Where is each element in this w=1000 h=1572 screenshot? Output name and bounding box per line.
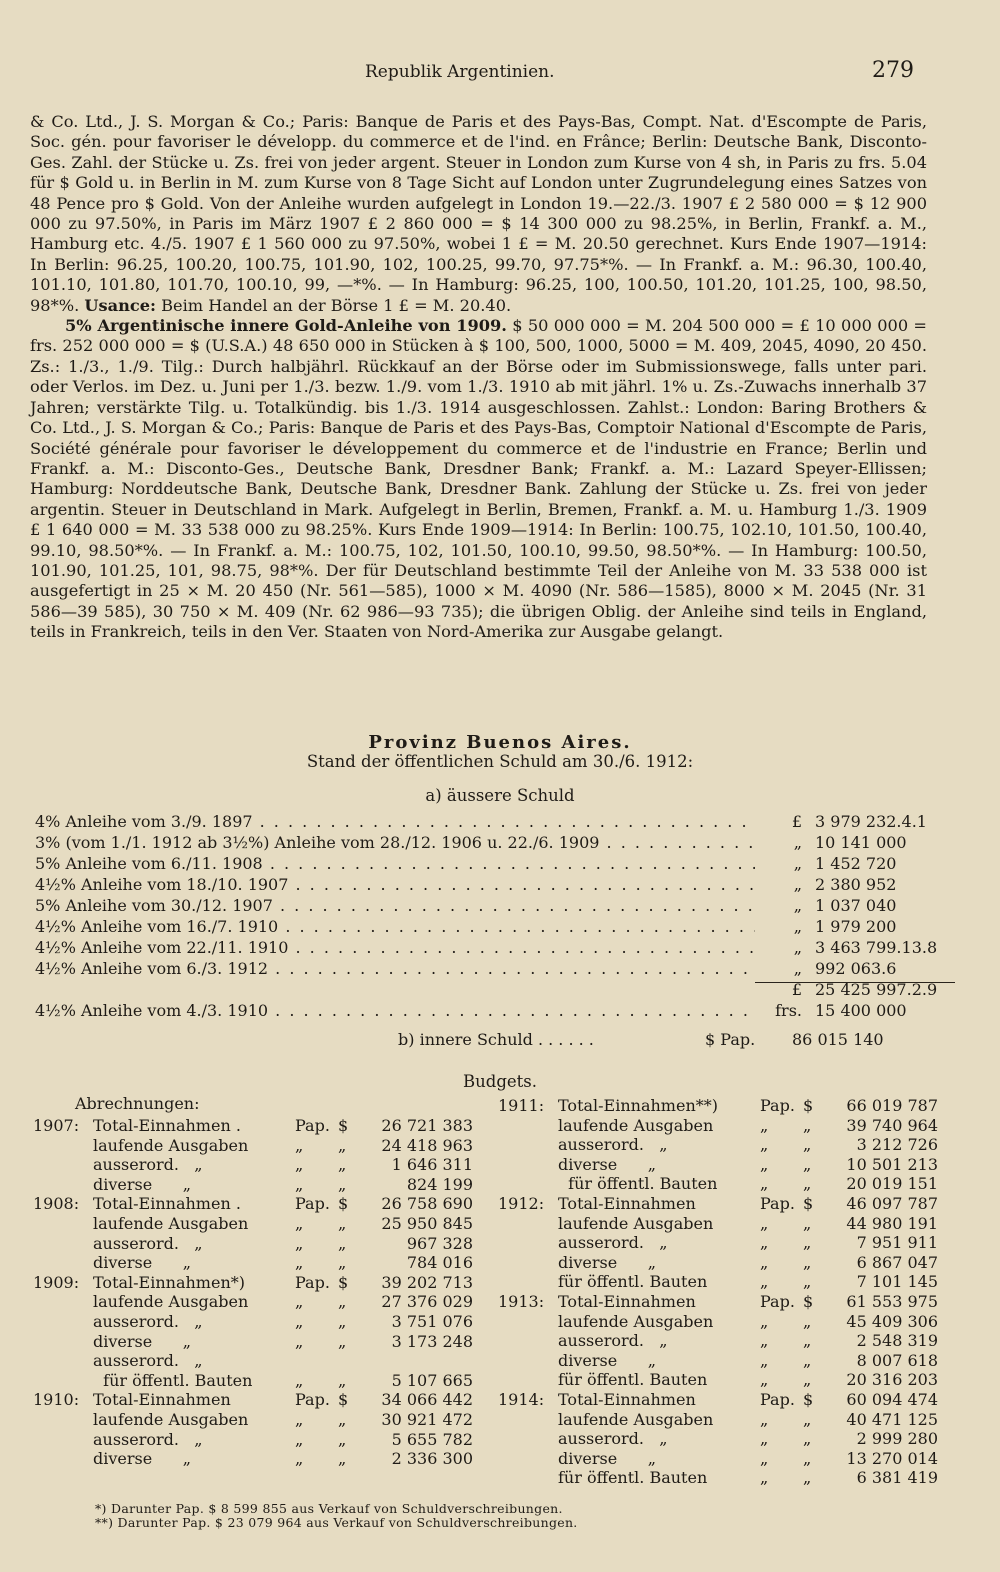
budget-currency-symbol: „ (803, 1370, 812, 1390)
budget-amount: 26 758 690 (381, 1194, 473, 1214)
budget-row (33, 1449, 473, 1469)
budget-label: Total-Einnahmen (93, 1390, 231, 1410)
budget-currency-symbol: „ (803, 1174, 812, 1194)
budget-row (498, 1370, 938, 1390)
budget-row (498, 1390, 938, 1410)
budget-currency: „ (760, 1429, 769, 1449)
debt-label: 4½% Anleihe vom 18./10. 1907 . . . (35, 875, 755, 894)
budget-label: laufende Ausgaben (93, 1292, 249, 1312)
budget-label: diverse „ (93, 1174, 191, 1194)
footnote-1: *) Darunter Pap. $ 8 599 855 aus Verkauf von Schuldverschreibungen. (95, 1501, 563, 1516)
debt-row (35, 833, 935, 854)
budget-label: laufende Ausgaben (558, 1213, 714, 1233)
internal-debt-amount: 86 015 140 (792, 1030, 884, 1049)
budget-currency: „ (295, 1409, 304, 1429)
budget-label: diverse „ (93, 1253, 191, 1273)
budget-row (498, 1449, 938, 1469)
debt-amount: 1 452 720 (815, 854, 897, 873)
budget-currency: „ (760, 1135, 769, 1155)
budget-row (33, 1292, 473, 1312)
budget-row (498, 1233, 938, 1253)
budget-label: diverse „ (558, 1154, 656, 1174)
budget-currency-symbol: „ (803, 1448, 812, 1468)
budget-currency-symbol: „ (338, 1135, 347, 1155)
page-number: 279 (872, 58, 914, 83)
budget-row (33, 1194, 473, 1214)
budget-amount: 20 019 151 (846, 1174, 938, 1194)
budget-amount: 25 950 845 (381, 1213, 473, 1233)
budget-currency: „ (760, 1311, 769, 1331)
budget-label: ausserord. „ (93, 1233, 203, 1253)
budget-label: Total-Einnahmen . (93, 1194, 241, 1214)
budget-label: Total-Einnahmen (558, 1193, 696, 1213)
budget-amount: 7 951 911 (856, 1233, 938, 1253)
budget-label: diverse „ (93, 1331, 191, 1351)
budget-currency-symbol: „ (803, 1115, 812, 1135)
budget-amount: 3 212 726 (856, 1135, 938, 1155)
budget-label: Total-Einnahmen (558, 1291, 696, 1311)
budget-label: ausserord. „ (93, 1155, 203, 1175)
budget-currency-symbol: „ (338, 1213, 347, 1233)
debt-label: 5% Anleihe vom 6./11. 1908 . . . (35, 854, 755, 873)
debt-label: 4½% Anleihe vom 16./7. 1910 . . . (35, 917, 755, 936)
budget-currency-symbol: $ (338, 1390, 349, 1410)
budget-currency-symbol: $ (803, 1193, 814, 1213)
budget-row (33, 1332, 473, 1352)
debt-currency: „ (793, 875, 802, 894)
budget-currency-symbol: „ (803, 1252, 812, 1272)
budget-currency: „ (295, 1449, 304, 1469)
budget-row (33, 1273, 473, 1293)
paragraph-gold-loan-1909: 5% Argentinische innere Gold-Anleihe von 1909. $ 50 000 000 = M. 204 500 000 = £ 10 000 000 = frs. 252 000 000 = $ (U.S.A.) 48 650 000 in Stücken à $ 100, 500, 1000, 5000 = M. 409, 2045, 4090, 20 450. Zs.: 1./3., 1./9. Tilg.: Durch halbjährl. Rückkauf an der Börse oder im Submissionswege, falls unter pari. oder Verlos. im Dez. u. Juni per 1./3. bezw. 1./9. vom 1./3. 1910 ab mit jährl. 1% u. Zs.-Zuwachs innerhalb 37 Jahren; verstärkte Tilg. u. Totalkündig. bis 1./3. 1914 ausgeschlossen. Zahlst.: London: Baring Brothers & Co. Ltd., J. S. Morgan & Co.; Paris: Banque de Paris et des Pays-Bas, Comptoir National d'Escompte de Paris, Société générale pour favoriser le développement du commerce et de l'industrie en France; Berlin und Frankf. a. M.: Disconto-Ges., Deutsche Bank, Dresdner Bank; Frankf. a. M.: Lazard Speyer-Ellissen; Hamburg: Norddeutsche Bank, Deutsche Bank, Dresdner Bank. Zahlung der Stücke u. Zs. frei von jeder argentin. Steuer in Deutschland in Mark. Aufgelegt in Berlin, Bremen, Frankf. a. M. u. Hamburg 1./3. 1909 £ 1 640 000 = M. 33 538 000 zu 98.25%. Kurs Ende 1909—1914: In Berlin: 100.75, 102.10, 101.50, 100.40, 99.10, 98.50*%. — In Frankf. a. M.: 100.75, 102, 101.50, 100.10, 99.50, 98.50*%. — In Hamburg: 100.50, 101.90, 101.25, 101, 98.75, 98*%. Der für Deutschland bestimmte Teil der Anleihe von M. 33 538 000 ist ausgefertigt in 25 × M. 20 450 (Nr. 561—585), 1000 × M. 4090 (Nr. 586—1585), 8000 × M. 2045 (Nr. 31 586—39 585), 30 750 × M. 409 (Nr. 62 986—93 735); die übrigen Oblig. der Anleihe sind teils in England, teils in Frankreich, teils in den Ver. Staaten von Nord-Amerika zur Ausgabe gelangt. (30, 316, 927, 642)
budget-amount: 39 202 713 (381, 1272, 473, 1292)
debt-amount: 1 979 200 (815, 917, 897, 936)
budget-row (498, 1468, 938, 1488)
budget-row (33, 1175, 473, 1195)
budget-row (33, 1351, 473, 1371)
paragraph-gold-loan-1907: & Co. Ltd., J. S. Morgan & Co.; Paris: Banque de Paris et des Pays-Bas, Compt. Nat. d'Escompte de Paris, Soc. gén. pour favoriser le développ. du commerce et de l'ind. en Frânce; Berlin: Deutsche Bank, Disconto-Ges. Zahl. der Stücke u. Zs. frei von jeder argent. Steuer in London zum Kurse von 4 sh, in Paris zu frs. 5.04 für $ Gold u. in Berlin in M. zum Kurse von 8 Tage Sicht auf London unter Zugrundelegung eines Satzes von 48 Pence pro $ Gold. Von der Anleihe wurden aufgelegt in London 19.—22./3. 1907 £ 2 580 000 = $ 12 900 000 zu 97.50%, in Paris im März 1907 £ 2 860 000 = $ 14 300 000 zu 98.25%, in Berlin, Frankf. a. M., Hamburg etc. 4./5. 1907 £ 1 560 000 zu 97.50%, wobei 1 £ = M. 20.50 gerechnet. Kurs Ende 1907—1914: In Berlin: 96.25, 100.20, 100.75, 101.90, 102, 100.25, 99.70, 97.75*%. — In Frankf. a. M.: 96.30, 100.40, 101.10, 101.80, 101.70, 100.10, 99, —*%. — In Hamburg: 96.25, 100, 100.50, 101.20, 101.25, 100, 98.50, 98*%. Usance: Beim Handel an der Börse 1 £ = M. 20.40. (30, 112, 927, 315)
budget-currency-symbol: „ (803, 1135, 812, 1155)
budget-row (498, 1410, 938, 1430)
budget-currency: Pap. (760, 1291, 795, 1311)
budget-currency: „ (760, 1115, 769, 1135)
budget-currency-symbol: „ (338, 1429, 347, 1449)
debt-total-currency: £ (791, 980, 802, 999)
budget-currency: „ (760, 1272, 769, 1292)
budget-currency: „ (295, 1292, 304, 1312)
budget-year: 1912: (498, 1193, 545, 1213)
budget-amount: 61 553 975 (846, 1291, 938, 1311)
debt-row (35, 959, 935, 980)
budget-currency-symbol: „ (803, 1154, 812, 1174)
budget-amount: 46 097 787 (846, 1193, 938, 1213)
debt-amount: 992 063.6 (815, 959, 897, 978)
budget-currency-symbol: „ (338, 1311, 347, 1331)
budget-amount: 5 107 665 (391, 1370, 473, 1390)
budget-amount: 7 101 145 (856, 1272, 938, 1292)
budget-currency: Pap. (295, 1194, 330, 1214)
budget-amount: 8 007 618 (856, 1350, 938, 1370)
budget-amount: 10 501 213 (846, 1154, 938, 1174)
budget-amount: 66 019 787 (846, 1096, 938, 1115)
loan-1909-heading: 5% Argentinische innere Gold-Anleihe von 1909. (65, 316, 507, 336)
debt-row (35, 854, 935, 875)
debt-amount: 3 979 232.4.1 (815, 812, 927, 831)
budget-currency-symbol: „ (803, 1233, 812, 1253)
debt-row (35, 875, 935, 896)
budget-label: Total-Einnahmen**) (558, 1096, 718, 1115)
budget-year: 1910: (33, 1390, 80, 1410)
budget-currency-symbol: „ (803, 1429, 812, 1449)
budget-label: ausserord. „ (558, 1233, 668, 1253)
debt-currency: „ (793, 854, 802, 873)
budget-amount: 40 471 125 (846, 1409, 938, 1429)
budget-currency: „ (295, 1331, 304, 1351)
budget-currency-symbol: „ (803, 1331, 812, 1351)
debt-label: 4% Anleihe vom 3./9. 1897 . . . (35, 812, 755, 831)
budget-amount: 26 721 383 (381, 1116, 473, 1135)
budget-currency-symbol: „ (803, 1409, 812, 1429)
budget-row (33, 1155, 473, 1175)
budget-label: für öffentl. Bauten (558, 1272, 708, 1292)
budget-amount: 20 316 203 (846, 1370, 938, 1390)
internal-debt-label: b) innere Schuld . . . . . . (398, 1030, 594, 1049)
budget-amount: 39 740 964 (846, 1115, 938, 1135)
budget-row (498, 1155, 938, 1175)
budget-label: ausserord. „ (93, 1311, 203, 1331)
budget-year: 1913: (498, 1291, 545, 1311)
body-text (30, 112, 927, 643)
budget-currency-symbol: „ (338, 1292, 347, 1312)
budget-label: ausserord. „ (558, 1331, 668, 1351)
budget-row (33, 1312, 473, 1332)
debt-label: 4½% Anleihe vom 4./3. 1910 . . . (35, 1001, 755, 1020)
debt-label: 5% Anleihe vom 30./12. 1907 . . . (35, 896, 755, 915)
budget-currency: „ (760, 1448, 769, 1468)
budget-currency: „ (295, 1253, 304, 1273)
budget-currency: „ (295, 1155, 304, 1175)
budget-currency: „ (295, 1213, 304, 1233)
budget-currency-symbol: „ (338, 1370, 347, 1390)
budget-row (498, 1331, 938, 1351)
budget-amount: 45 409 306 (846, 1311, 938, 1331)
budget-row (33, 1410, 473, 1430)
external-debt-table (35, 812, 938, 1022)
budget-currency: Pap. (760, 1193, 795, 1213)
budget-amount: 24 418 963 (381, 1135, 473, 1155)
budget-row (33, 1214, 473, 1234)
budget-row (33, 1253, 473, 1273)
budget-currency: „ (760, 1233, 769, 1253)
budget-row (498, 1135, 938, 1155)
budget-amount: 967 328 (406, 1233, 473, 1253)
budget-label: ausserord. „ (558, 1135, 668, 1155)
budget-currency: „ (295, 1311, 304, 1331)
budget-label: für öffentl. Bauten (558, 1174, 718, 1194)
budget-row (498, 1174, 938, 1194)
budget-row (498, 1096, 938, 1116)
budget-label: für öffentl. Bauten (558, 1468, 708, 1488)
budget-currency-symbol: „ (803, 1213, 812, 1233)
budget-label: laufende Ausgaben (93, 1409, 249, 1429)
budget-row (498, 1194, 938, 1214)
footnotes (95, 1502, 578, 1530)
usance-label: Usance: (84, 295, 156, 315)
budget-currency: „ (295, 1233, 304, 1253)
budget-currency: „ (760, 1331, 769, 1351)
internal-debt-currency: $ Pap. (705, 1030, 756, 1049)
budget-currency: „ (295, 1135, 304, 1155)
abrechnungen-label: Abrechnungen: (75, 1094, 200, 1113)
budget-currency-symbol: „ (338, 1449, 347, 1469)
budget-currency: „ (760, 1468, 769, 1488)
budget-currency-symbol: „ (803, 1272, 812, 1292)
debt-total-row (35, 980, 938, 1001)
budget-amount: 2 548 319 (856, 1331, 938, 1351)
budget-currency-symbol: $ (338, 1116, 349, 1135)
budget-year: 1911: (498, 1096, 545, 1115)
budget-label: ausserord. „ (93, 1429, 203, 1449)
budget-currency: „ (760, 1350, 769, 1370)
debt-currency: „ (793, 896, 802, 915)
external-debt-heading: a) äussere Schuld (425, 786, 575, 805)
budget-left-column (33, 1116, 473, 1469)
budget-currency-symbol: „ (338, 1174, 347, 1194)
budget-row (33, 1234, 473, 1254)
budget-currency-symbol: $ (803, 1291, 814, 1311)
budget-currency-symbol: $ (803, 1096, 814, 1115)
budget-row (498, 1429, 938, 1449)
debt-row (35, 812, 935, 833)
budget-currency-symbol: $ (338, 1272, 349, 1292)
budget-currency-symbol: „ (803, 1468, 812, 1488)
budget-currency-symbol: $ (338, 1194, 349, 1214)
budget-currency-symbol: „ (338, 1233, 347, 1253)
budget-currency: „ (295, 1370, 304, 1390)
budget-currency: Pap. (295, 1272, 330, 1292)
budget-label: diverse „ (558, 1252, 656, 1272)
budget-label: diverse „ (93, 1449, 191, 1469)
debt-label: 4½% Anleihe vom 22./11. 1910 . . . (35, 938, 755, 957)
budget-label: laufende Ausgaben (93, 1213, 249, 1233)
debt-label: 3% (vom 1./1. 1912 ab 3½%) Anleihe vom 28./12. 1906 u. 22./6. 1909 . . . (35, 833, 755, 852)
budget-currency: „ (760, 1370, 769, 1390)
debt-amount: 15 400 000 (815, 1001, 907, 1020)
budget-amount: 13 270 014 (846, 1448, 938, 1468)
budget-amount: 3 751 076 (391, 1311, 473, 1331)
budget-row (33, 1430, 473, 1450)
budget-currency: „ (295, 1429, 304, 1449)
budget-label: laufende Ausgaben (93, 1135, 249, 1155)
debt-currency: frs. (775, 1001, 802, 1020)
budget-label: ausserord. „ (93, 1351, 203, 1371)
budget-right-column (498, 1096, 938, 1488)
budget-year: 1907: (33, 1116, 80, 1135)
section-title: Provinz Buenos Aires. (368, 732, 632, 753)
running-head (0, 58, 1000, 92)
budget-label: laufende Ausgaben (558, 1409, 714, 1429)
debt-amount: 10 141 000 (815, 833, 907, 852)
budget-amount: 2 336 300 (391, 1449, 473, 1469)
budget-row (498, 1312, 938, 1332)
budget-currency: „ (760, 1154, 769, 1174)
budget-amount: 60 094 474 (846, 1389, 938, 1409)
budget-currency: „ (760, 1174, 769, 1194)
budget-amount: 30 921 472 (381, 1409, 473, 1429)
budget-currency: Pap. (295, 1390, 330, 1410)
budget-currency: Pap. (760, 1096, 795, 1115)
debt-row (35, 938, 938, 959)
debt-amount: 3 463 799.13.8 (815, 938, 938, 957)
budget-currency-symbol: „ (338, 1409, 347, 1429)
debt-currency: „ (793, 917, 802, 936)
budget-currency: „ (760, 1409, 769, 1429)
budget-label: diverse „ (558, 1448, 656, 1468)
budget-currency: „ (760, 1213, 769, 1233)
budget-label: diverse „ (558, 1350, 656, 1370)
budget-year: 1909: (33, 1272, 80, 1292)
budget-amount: 44 980 191 (846, 1213, 938, 1233)
budget-amount: 27 376 029 (381, 1292, 473, 1312)
budget-label: für öffentl. Bauten (93, 1370, 253, 1390)
budget-row (498, 1116, 938, 1136)
debt-currency: £ (791, 812, 802, 831)
debt-currency: „ (793, 938, 802, 957)
budget-currency-symbol: „ (803, 1311, 812, 1331)
budget-amount: 824 199 (406, 1174, 473, 1194)
debt-currency: „ (793, 833, 802, 852)
budget-year: 1914: (498, 1389, 545, 1409)
footnote-2: **) Darunter Pap. $ 23 079 964 aus Verkauf von Schuldverschreibungen. (95, 1515, 578, 1530)
budget-currency: Pap. (295, 1116, 330, 1135)
budget-row (498, 1214, 938, 1234)
budget-amount: 6 381 419 (856, 1468, 938, 1488)
debt-amount: 2 380 952 (815, 875, 897, 894)
budget-row (33, 1371, 473, 1391)
budget-amount: 2 999 280 (856, 1429, 938, 1449)
budget-currency: „ (295, 1174, 304, 1194)
budget-row (33, 1116, 473, 1136)
budget-label: Total-Einnahmen . (93, 1116, 241, 1135)
budget-amount: 34 066 442 (381, 1390, 473, 1410)
budget-label: Total-Einnahmen*) (93, 1272, 245, 1292)
budget-amount: 784 016 (406, 1253, 473, 1273)
budget-row (498, 1292, 938, 1312)
running-head-title: Republik Argentinien. (365, 62, 555, 82)
budget-label: für öffentl. Bauten (558, 1370, 708, 1390)
budget-currency-symbol: „ (338, 1253, 347, 1273)
budget-currency-symbol: „ (338, 1331, 347, 1351)
budget-amount: 3 173 248 (391, 1331, 473, 1351)
budget-label: laufende Ausgaben (558, 1311, 714, 1331)
section-subtitle: Stand der öffentlichen Schuld am 30./6. 1912: (306, 752, 694, 771)
budget-row (498, 1272, 938, 1292)
budget-row (33, 1136, 473, 1156)
budget-amount: 6 867 047 (856, 1252, 938, 1272)
debt-total-amount: 25 425 997.2.9 (815, 980, 938, 999)
budget-amount: 5 655 782 (391, 1429, 473, 1449)
debt-label: 4½% Anleihe vom 6./3. 1912 . . . (35, 959, 755, 978)
budget-currency-symbol: „ (803, 1350, 812, 1370)
budget-label: ausserord. „ (558, 1429, 668, 1449)
budget-label: Total-Einnahmen (558, 1389, 696, 1409)
budget-amount: 1 646 311 (391, 1155, 473, 1175)
budget-currency-symbol: $ (803, 1389, 814, 1409)
usance-text: Beim Handel an der Börse 1 £ = M. 20.40. (156, 295, 512, 315)
debt-currency: „ (793, 959, 802, 978)
debt-frs-row (35, 1001, 935, 1022)
budgets-title: Budgets. (463, 1072, 537, 1091)
budget-currency-symbol: „ (338, 1155, 347, 1175)
budget-row (33, 1390, 473, 1410)
debt-amount: 1 037 040 (815, 896, 897, 915)
debt-row (35, 917, 935, 938)
budget-currency: „ (760, 1252, 769, 1272)
budget-year: 1908: (33, 1194, 80, 1214)
budget-row (498, 1253, 938, 1273)
budget-label: laufende Ausgaben (558, 1115, 714, 1135)
budget-row (498, 1351, 938, 1371)
budget-currency: Pap. (760, 1389, 795, 1409)
debt-row (35, 896, 935, 917)
